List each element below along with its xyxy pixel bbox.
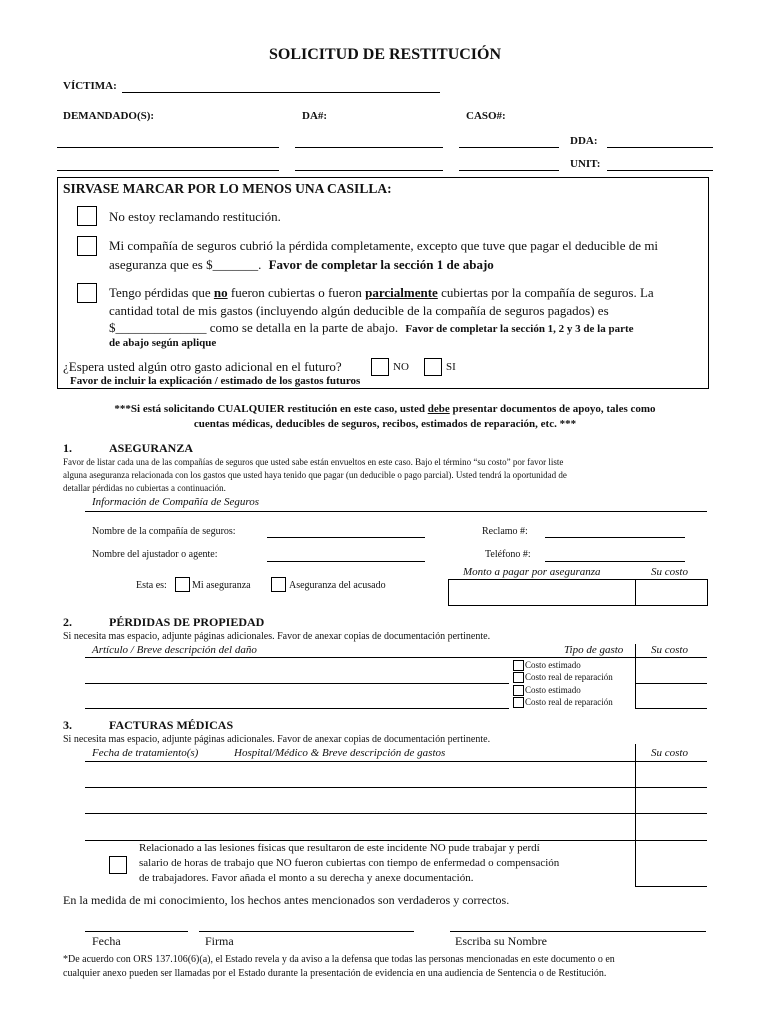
property-cost-col-header: Su costo [651, 644, 688, 656]
declaration-text: En la medida de mi conocimiento, los hechos antes mencionados son verdaderos y correctos. [63, 893, 510, 907]
demandados-label: DEMANDADO(S): [63, 110, 155, 122]
section1-desc-3: detallar pérdidas no cubiertas a continuación. [63, 483, 226, 493]
section3-number: 3. [63, 718, 72, 732]
uncovered-amount-text: $______________ como se detalla en la parte de abajo. [109, 320, 399, 335]
property-cost-row-1[interactable] [635, 683, 707, 684]
notice-text-b: presentar documentos de apoyo, tales como [449, 403, 656, 415]
supporting-docs-notice-1 [0, 403, 770, 415]
property-estimated-label-2: Costo estimado [525, 685, 581, 695]
adjuster-label: Nombre del ajustador o agente: [92, 549, 218, 560]
victima-field[interactable] [122, 92, 440, 93]
uncovered-loss-label-2: cantidad total de mis gastos (incluyendo algún deducible de la compañía de seguros pagados) es [109, 303, 609, 318]
future-expense-note: Favor de incluir la explicación / estimado de los gastos futuros [70, 375, 361, 387]
section3-desc: Si necesita mas espacio, adjunte páginas adicionales. Favor de anexar copias de documentación pertinente. [63, 734, 491, 745]
da-field-2[interactable] [295, 170, 443, 171]
insurance-amount-cell[interactable] [448, 579, 636, 606]
property-estimated-label-1: Costo estimado [525, 660, 581, 670]
uncovered-text-a: Tengo pérdidas que [109, 285, 214, 300]
uncovered-text-c: cubiertas por la compañía de seguros. La [437, 285, 654, 300]
uncovered-text-b: fueron cubiertas o fueron [227, 285, 366, 300]
property-item-col-header: Artículo / Breve descripción del daño [92, 644, 257, 656]
medical-row-1[interactable] [85, 787, 707, 788]
future-yes-label: SI [446, 361, 456, 373]
property-actual-label-1: Costo real de reparación [525, 672, 613, 682]
insurance-info-title: Información de Compañía de Seguros [92, 496, 260, 508]
my-insurance-checkbox[interactable] [175, 577, 190, 592]
demandado-field-2[interactable] [57, 170, 279, 171]
medical-header-rule [85, 761, 707, 762]
page-title: SOLICITUD DE RESTITUCIÓN [268, 46, 502, 63]
no-restitution-label: No estoy reclamando restitución. [109, 209, 281, 224]
property-actual-checkbox-1[interactable] [513, 672, 524, 683]
phone-label: Teléfono #: [485, 549, 531, 560]
medical-cost-col-header: Su costo [651, 747, 688, 759]
medical-desc-col-header: Hospital/Médico & Breve descripción de gastos [234, 747, 446, 759]
insurance-is-label: Esta es: [136, 580, 167, 591]
section2-title: PÉRDIDAS DE PROPIEDAD [109, 615, 265, 629]
uncovered-loss-label-3 [109, 320, 634, 336]
claim-label: Reclamo #: [482, 526, 528, 537]
footnote-line-2: cualquier anexo pueden ser llamadas por el Estado durante la presentación de evidencia en una audiencia de Sentencia o de Restitución. [63, 968, 607, 979]
insurance-amount-col-header: Monto a pagar por aseguranza [463, 566, 601, 578]
property-type-col-header: Tipo de gasto [564, 644, 624, 656]
printed-name-label: Escriba su Nombre [455, 934, 547, 948]
property-actual-label-2: Costo real de reparación [525, 697, 613, 707]
future-no-label: NO [393, 361, 409, 373]
footnote-line-1: *De acuerdo con ORS 137.106(6)(a), el Estado revela y da aviso a la defensa que todas las personas mencionadas en este documento o en [63, 954, 615, 965]
uncovered-loss-label-1 [109, 285, 654, 301]
section1-desc-1: Favor de listar cada una de las compañías de seguros que usted sabe están envueltos en este caso. Bajo el término “su costo” por favor liste [63, 457, 564, 467]
uncovered-instruction-2: de abajo según aplique [109, 337, 217, 349]
property-estimated-checkbox-2[interactable] [513, 685, 524, 696]
deductible-checkbox[interactable] [77, 236, 97, 256]
insurance-cost-cell[interactable] [635, 579, 708, 606]
deductible-label-1: Mi compañía de seguros cubrió la pérdida completamente, excepto que tuve que pagar el deducible de mi [109, 238, 659, 253]
caso-field-2[interactable] [459, 170, 559, 171]
claim-field[interactable] [545, 537, 685, 538]
section1-number: 1. [63, 441, 72, 455]
caso-label: CASO#: [466, 110, 506, 122]
deductible-amount-text: aseguranza que es $_______. [109, 257, 262, 272]
demandado-field-1[interactable] [57, 147, 279, 148]
medical-col-divider [635, 744, 636, 886]
section1-title: ASEGURANZA [109, 441, 194, 455]
signature-line[interactable] [199, 931, 414, 932]
uncovered-instruction-1: Favor de completar la sección 1, 2 y 3 de la parte [405, 323, 634, 335]
date-signature-line[interactable] [85, 931, 188, 932]
property-row-2[interactable] [85, 708, 509, 709]
future-no-checkbox[interactable] [371, 358, 389, 376]
medical-date-col-header: Fecha de tratamiento(s) [92, 747, 199, 759]
property-col-divider [635, 644, 636, 708]
dda-label: DDA: [570, 135, 598, 147]
notice-debe-emphasis: debe [427, 403, 450, 415]
victima-label: VÍCTIMA: [63, 80, 117, 92]
property-header-rule [85, 657, 707, 658]
insurance-info-rule [85, 511, 707, 512]
property-estimated-checkbox-1[interactable] [513, 660, 524, 671]
caso-field-1[interactable] [459, 147, 559, 148]
section2-desc: Si necesita mas espacio, adjunte páginas adicionales. Favor de anexar copias de documentación pertinente. [63, 631, 491, 642]
future-expense-question: ¿Espera usted algún otro gasto adicional en el futuro? [63, 359, 342, 374]
unit-field[interactable] [607, 170, 713, 171]
section1-desc-2: alguna aseguranza relacionada con los gastos que usted haya tenido que pagar (un deducible o pago parcial). Usted tendrá la oportunidad de [63, 470, 567, 480]
lost-wages-text-3: de trabajadores. Favor añada el monto a su derecha y anexe documentación. [139, 872, 474, 884]
uncovered-loss-checkbox[interactable] [77, 283, 97, 303]
lost-wages-text-2: salario de horas de trabajo que NO fueron cubiertas con tiempo de enfermedad o compensación [139, 857, 560, 869]
insurance-cost-col-header: Su costo [651, 566, 688, 578]
printed-name-line[interactable] [450, 931, 706, 932]
deductible-instruction: Favor de completar la sección 1 de abajo [268, 257, 494, 272]
deductible-label-2 [109, 257, 494, 273]
medical-row-3[interactable] [85, 840, 707, 841]
phone-field[interactable] [545, 561, 685, 562]
supporting-docs-notice-2: cuentas médicas, deducibles de seguros, recibos, estimados de reparación, etc. *** [193, 418, 577, 430]
company-name-field[interactable] [267, 537, 425, 538]
lost-wages-text-1: Relacionado a las lesiones físicas que resultaron de este incidente NO pude trabajar y perdí [139, 842, 540, 854]
uncovered-no-emphasis: no [213, 285, 228, 300]
medical-row-4[interactable] [635, 886, 707, 887]
notice-text-a: ***Si está solicitando CUALQUIER restitución en este caso, usted [114, 403, 428, 415]
property-row-1[interactable] [85, 683, 509, 684]
section2-number: 2. [63, 615, 72, 629]
medical-row-2[interactable] [85, 813, 707, 814]
accused-insurance-label: Aseguranza del acusado [289, 580, 386, 591]
unit-label: UNIT: [570, 158, 601, 170]
adjuster-field[interactable] [267, 561, 425, 562]
uncovered-partial-emphasis: parcialmente [365, 285, 438, 300]
section3-title: FACTURAS MÉDICAS [109, 718, 234, 732]
date-label: Fecha [92, 934, 121, 948]
no-restitution-checkbox[interactable] [77, 206, 97, 226]
my-insurance-label: Mi aseguranza [192, 580, 251, 591]
da-label: DA#: [302, 110, 328, 122]
checkbox-section-heading: SIRVASE MARCAR POR LO MENOS UNA CASILLA: [63, 181, 392, 196]
property-cost-row-2[interactable] [635, 708, 707, 709]
accused-insurance-checkbox[interactable] [271, 577, 286, 592]
signature-label: Firma [205, 934, 234, 948]
future-yes-checkbox[interactable] [424, 358, 442, 376]
property-actual-checkbox-2[interactable] [513, 697, 524, 708]
da-field-1[interactable] [295, 147, 443, 148]
company-name-label: Nombre de la compañía de seguros: [92, 526, 236, 537]
dda-field[interactable] [607, 147, 713, 148]
lost-wages-checkbox[interactable] [109, 856, 127, 874]
